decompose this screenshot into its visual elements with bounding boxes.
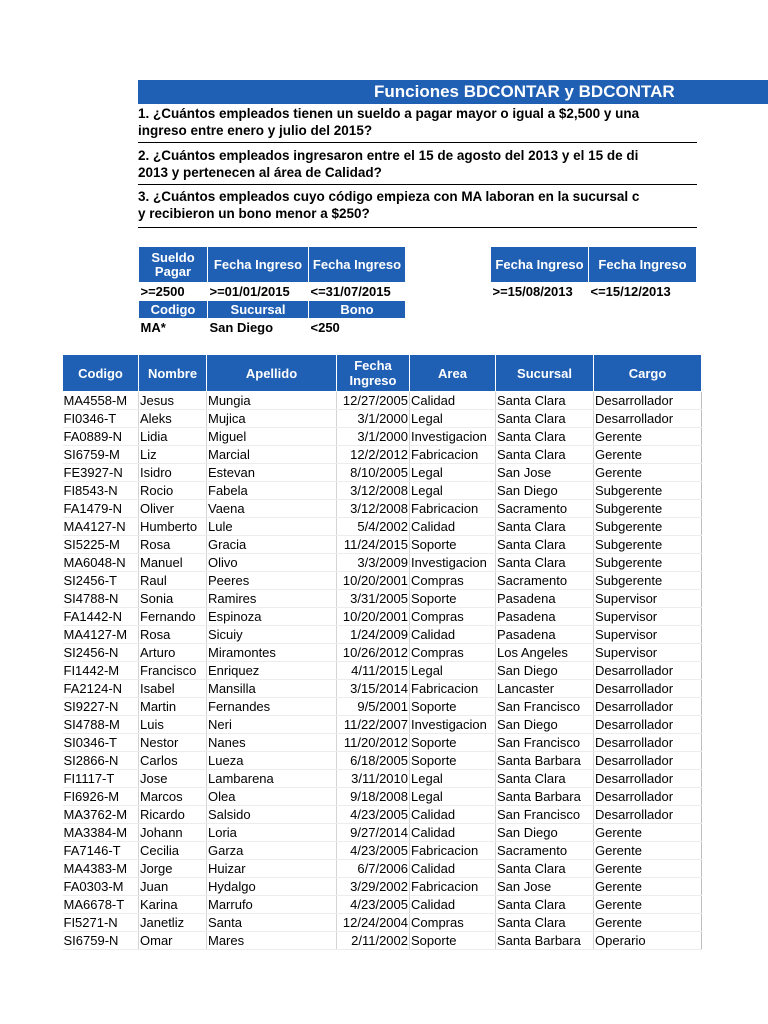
cell-apellido[interactable]: Marrufo (207, 896, 337, 914)
cell-fecha-ingreso[interactable]: 4/23/2005 (337, 842, 410, 860)
table-row (63, 590, 702, 608)
cell-sucursal[interactable]: San Diego (496, 716, 594, 734)
cell-codigo[interactable]: FI0346-T (63, 410, 139, 428)
table-row (63, 662, 702, 680)
cell-cargo[interactable]: Desarrollador (594, 662, 702, 680)
criteria-header-fecha-ingreso: Fecha Ingreso (491, 247, 589, 283)
cell-apellido[interactable]: Sicuiy (207, 626, 337, 644)
cell-cargo[interactable]: Desarrollador (594, 770, 702, 788)
table-row (63, 410, 702, 428)
cell-codigo[interactable]: FI1442-M (63, 662, 139, 680)
cell-codigo[interactable]: FA0303-M (63, 878, 139, 896)
cell-nombre[interactable]: Aleks (139, 410, 207, 428)
cell-area[interactable]: Investigacion (410, 554, 496, 572)
cell-fecha-ingreso[interactable]: 2/11/2002 (337, 932, 410, 950)
cell-cargo[interactable]: Desarrollador (594, 410, 702, 428)
question-2-line-1: 2. ¿Cuántos empleados ingresaron entre el 15 de agosto del 2013 y el 15 de di (138, 148, 639, 163)
cell-nombre[interactable]: Manuel (139, 554, 207, 572)
question-1-line-2: ingreso entre enero y julio del 2015? (138, 123, 373, 138)
cell-cargo[interactable]: Desarrollador (594, 716, 702, 734)
cell-nombre[interactable]: Arturo (139, 644, 207, 662)
table-row (63, 806, 702, 824)
cell-nombre[interactable]: Rocio (139, 482, 207, 500)
table-row (63, 770, 702, 788)
cell-cargo[interactable]: Desarrollador (594, 734, 702, 752)
cell-cargo[interactable]: Operario (594, 932, 702, 950)
cell-fecha-ingreso[interactable]: 3/12/2008 (337, 500, 410, 518)
cell-fecha-ingreso[interactable]: 3/1/2000 (337, 428, 410, 446)
cell-fecha-ingreso[interactable]: 3/3/2009 (337, 554, 410, 572)
column-header-cargo[interactable]: Cargo (594, 355, 702, 392)
criteria-cell[interactable]: <250 (310, 320, 340, 335)
column-header-codigo[interactable]: Codigo (63, 355, 139, 392)
table-row (63, 644, 702, 662)
cell-apellido[interactable]: Lueza (207, 752, 337, 770)
cell-fecha-ingreso[interactable]: 10/20/2001 (337, 608, 410, 626)
cell-nombre[interactable]: Karina (139, 896, 207, 914)
cell-sucursal[interactable]: Santa Clara (496, 518, 594, 536)
table-row (63, 572, 702, 590)
cell-area[interactable]: Calidad (410, 860, 496, 878)
table-row (63, 626, 702, 644)
column-header-area[interactable]: Area (410, 355, 496, 392)
table-row (63, 752, 702, 770)
cell-cargo[interactable]: Gerente (594, 446, 702, 464)
cell-codigo[interactable]: MA6048-N (63, 554, 139, 572)
table-row (63, 896, 702, 914)
cell-nombre[interactable]: Martin (139, 698, 207, 716)
cell-nombre[interactable]: Lidia (139, 428, 207, 446)
cell-codigo[interactable]: FA1442-N (63, 608, 139, 626)
table-header-row (63, 355, 702, 392)
cell-apellido[interactable]: Marcial (207, 446, 337, 464)
cell-sucursal[interactable]: Santa Clara (496, 392, 594, 410)
criteria-header-bono: Bono (309, 301, 406, 319)
cell-cargo[interactable]: Gerente (594, 842, 702, 860)
cell-apellido[interactable]: Fernandes (207, 698, 337, 716)
cell-codigo[interactable]: MA3384-M (63, 824, 139, 842)
cell-area[interactable]: Legal (410, 410, 496, 428)
criteria-table-1-3 (138, 246, 406, 336)
cell-nombre[interactable]: Raul (139, 572, 207, 590)
cell-apellido[interactable]: Mujica (207, 410, 337, 428)
cell-fecha-ingreso[interactable]: 12/2/2012 (337, 446, 410, 464)
cell-codigo[interactable]: SI4788-M (63, 716, 139, 734)
cell-apellido[interactable]: Santa (207, 914, 337, 932)
cell-fecha-ingreso[interactable]: 8/10/2005 (337, 464, 410, 482)
cell-codigo[interactable]: FA7146-T (63, 842, 139, 860)
cell-area[interactable]: Calidad (410, 626, 496, 644)
criteria-cell[interactable]: >=15/08/2013 (492, 284, 573, 299)
cell-cargo[interactable]: Desarrollador (594, 680, 702, 698)
table-row (63, 536, 702, 554)
cell-sucursal[interactable]: Santa Clara (496, 896, 594, 914)
cell-fecha-ingreso[interactable]: 9/5/2001 (337, 698, 410, 716)
criteria-cell[interactable]: >=2500 (140, 284, 185, 299)
cell-cargo[interactable]: Gerente (594, 428, 702, 446)
cell-area[interactable]: Legal (410, 788, 496, 806)
table-row (63, 680, 702, 698)
cell-sucursal[interactable]: Sacramento (496, 842, 594, 860)
cell-apellido[interactable]: Loria (207, 824, 337, 842)
question-3-line-2: y recibieron un bono menor a $250? (138, 206, 370, 221)
cell-fecha-ingreso[interactable]: 4/11/2015 (337, 662, 410, 680)
cell-nombre[interactable]: Janetliz (139, 914, 207, 932)
cell-apellido[interactable]: Espinoza (207, 608, 337, 626)
criteria-cell[interactable]: <=15/12/2013 (590, 284, 671, 299)
cell-cargo[interactable]: Desarrollador (594, 392, 702, 410)
cell-area[interactable]: Fabricacion (410, 500, 496, 518)
cell-cargo[interactable]: Subgerente (594, 500, 702, 518)
cell-area[interactable]: Legal (410, 482, 496, 500)
cell-nombre[interactable]: Isidro (139, 464, 207, 482)
cell-area[interactable]: Calidad (410, 806, 496, 824)
cell-sucursal[interactable]: Sacramento (496, 500, 594, 518)
cell-apellido[interactable]: Mansilla (207, 680, 337, 698)
cell-fecha-ingreso[interactable]: 3/15/2014 (337, 680, 410, 698)
table-row (63, 464, 702, 482)
cell-codigo[interactable]: FI6926-M (63, 788, 139, 806)
cell-apellido[interactable]: Ramires (207, 590, 337, 608)
cell-cargo[interactable]: Gerente (594, 464, 702, 482)
column-header-sucursal[interactable]: Sucursal (496, 355, 594, 392)
cell-sucursal[interactable]: Pasadena (496, 608, 594, 626)
cell-sucursal[interactable]: Santa Clara (496, 860, 594, 878)
table-row (63, 788, 702, 806)
cell-codigo[interactable]: FA0889-N (63, 428, 139, 446)
cell-apellido[interactable]: Huizar (207, 860, 337, 878)
table-row (63, 392, 702, 410)
cell-area[interactable]: Compras (410, 914, 496, 932)
cell-nombre[interactable]: Liz (139, 446, 207, 464)
cell-codigo[interactable]: SI2866-N (63, 752, 139, 770)
cell-apellido[interactable]: Peeres (207, 572, 337, 590)
cell-nombre[interactable]: Isabel (139, 680, 207, 698)
cell-fecha-ingreso[interactable]: 3/29/2002 (337, 878, 410, 896)
cell-codigo[interactable]: FA2124-N (63, 680, 139, 698)
cell-nombre[interactable]: Juan (139, 878, 207, 896)
cell-area[interactable]: Calidad (410, 392, 496, 410)
cell-apellido[interactable]: Lambarena (207, 770, 337, 788)
table-body (63, 392, 702, 950)
cell-sucursal[interactable]: Santa Clara (496, 428, 594, 446)
cell-apellido[interactable]: Olivo (207, 554, 337, 572)
cell-nombre[interactable]: Carlos (139, 752, 207, 770)
cell-nombre[interactable]: Omar (139, 932, 207, 950)
cell-fecha-ingreso[interactable]: 3/12/2008 (337, 482, 410, 500)
table-row (63, 860, 702, 878)
cell-sucursal[interactable]: Santa Barbara (496, 752, 594, 770)
cell-cargo[interactable]: Gerente (594, 824, 702, 842)
cell-cargo[interactable]: Desarrollador (594, 698, 702, 716)
cell-nombre[interactable]: Cecilia (139, 842, 207, 860)
cell-fecha-ingreso[interactable]: 6/18/2005 (337, 752, 410, 770)
cell-fecha-ingreso[interactable]: 6/7/2006 (337, 860, 410, 878)
table-row (63, 482, 702, 500)
cell-sucursal[interactable]: Santa Clara (496, 914, 594, 932)
criteria-header-codigo: Codigo (139, 301, 208, 319)
cell-cargo[interactable]: Gerente (594, 878, 702, 896)
cell-nombre[interactable]: Jorge (139, 860, 207, 878)
cell-nombre[interactable]: Ricardo (139, 806, 207, 824)
question-3 (138, 188, 697, 228)
cell-fecha-ingreso[interactable]: 3/1/2000 (337, 410, 410, 428)
cell-fecha-ingreso[interactable]: 4/23/2005 (337, 896, 410, 914)
cell-apellido[interactable]: Mungia (207, 392, 337, 410)
cell-area[interactable]: Soporte (410, 698, 496, 716)
sheet-title-banner (138, 80, 768, 104)
cell-sucursal[interactable]: San Diego (496, 824, 594, 842)
cell-apellido[interactable]: Gracia (207, 536, 337, 554)
question-2-line-2: 2013 y pertenecen al área de Calidad? (138, 165, 382, 180)
question-3-line-1: 3. ¿Cuántos empleados cuyo código empieza con MA laboran en la sucursal c (138, 189, 640, 204)
cell-codigo[interactable]: SI2456-N (63, 644, 139, 662)
cell-codigo[interactable]: SI6759-N (63, 932, 139, 950)
cell-sucursal[interactable]: Los Angeles (496, 644, 594, 662)
cell-nombre[interactable]: Fernando (139, 608, 207, 626)
cell-apellido[interactable]: Olea (207, 788, 337, 806)
cell-apellido[interactable]: Estevan (207, 464, 337, 482)
question-1-line-1: 1. ¿Cuántos empleados tienen un sueldo a pagar mayor o igual a $2,500 y una (138, 106, 640, 121)
cell-cargo[interactable]: Gerente (594, 860, 702, 878)
cell-sucursal[interactable]: San Francisco (496, 698, 594, 716)
cell-codigo[interactable]: FE3927-N (63, 464, 139, 482)
cell-area[interactable]: Legal (410, 464, 496, 482)
cell-area[interactable]: Compras (410, 608, 496, 626)
cell-area[interactable]: Calidad (410, 896, 496, 914)
cell-codigo[interactable]: MA4383-M (63, 860, 139, 878)
cell-apellido[interactable]: Mares (207, 932, 337, 950)
cell-codigo[interactable]: MA6678-T (63, 896, 139, 914)
cell-apellido[interactable]: Garza (207, 842, 337, 860)
cell-cargo[interactable]: Supervisor (594, 644, 702, 662)
cell-codigo[interactable]: SI6759-M (63, 446, 139, 464)
table-row (63, 716, 702, 734)
cell-apellido[interactable]: Salsido (207, 806, 337, 824)
criteria-header-sucursal: Sucursal (208, 301, 309, 319)
cell-apellido[interactable]: Lule (207, 518, 337, 536)
cell-fecha-ingreso[interactable]: 9/27/2014 (337, 824, 410, 842)
cell-codigo[interactable]: MA3762-M (63, 806, 139, 824)
cell-sucursal[interactable]: San Diego (496, 482, 594, 500)
cell-area[interactable]: Fabricacion (410, 842, 496, 860)
cell-cargo[interactable]: Subgerente (594, 482, 702, 500)
cell-fecha-ingreso[interactable]: 3/11/2010 (337, 770, 410, 788)
question-2 (138, 147, 697, 185)
cell-fecha-ingreso[interactable]: 11/20/2012 (337, 734, 410, 752)
cell-apellido[interactable]: Miguel (207, 428, 337, 446)
cell-fecha-ingreso[interactable]: 1/24/2009 (337, 626, 410, 644)
cell-apellido[interactable]: Miramontes (207, 644, 337, 662)
cell-cargo[interactable]: Subgerente (594, 554, 702, 572)
cell-codigo[interactable]: FI8543-N (63, 482, 139, 500)
cell-sucursal[interactable]: Santa Clara (496, 536, 594, 554)
cell-fecha-ingreso[interactable]: 11/24/2015 (337, 536, 410, 554)
table-row (63, 608, 702, 626)
cell-cargo[interactable]: Supervisor (594, 590, 702, 608)
cell-nombre[interactable]: Marcos (139, 788, 207, 806)
cell-cargo[interactable]: Desarrollador (594, 752, 702, 770)
cell-sucursal[interactable]: San Diego (496, 662, 594, 680)
employee-table (62, 354, 702, 950)
cell-codigo[interactable]: SI2456-T (63, 572, 139, 590)
cell-area[interactable]: Soporte (410, 932, 496, 950)
table-row (63, 554, 702, 572)
cell-area[interactable]: Legal (410, 770, 496, 788)
table-row (63, 698, 702, 716)
cell-cargo[interactable]: Supervisor (594, 608, 702, 626)
cell-sucursal[interactable]: San Jose (496, 878, 594, 896)
table-row (63, 734, 702, 752)
cell-fecha-ingreso[interactable]: 12/24/2004 (337, 914, 410, 932)
cell-sucursal[interactable]: San Francisco (496, 806, 594, 824)
table-row (63, 914, 702, 932)
cell-sucursal[interactable]: Sacramento (496, 572, 594, 590)
cell-area[interactable]: Compras (410, 644, 496, 662)
cell-area[interactable]: Fabricacion (410, 446, 496, 464)
question-1 (138, 105, 697, 143)
cell-area[interactable]: Calidad (410, 518, 496, 536)
cell-area[interactable]: Fabricacion (410, 680, 496, 698)
table-row (63, 878, 702, 896)
table-row (63, 824, 702, 842)
criteria-table-2 (490, 246, 697, 300)
cell-cargo[interactable]: Supervisor (594, 626, 702, 644)
cell-sucursal[interactable]: Pasadena (496, 590, 594, 608)
cell-fecha-ingreso[interactable]: 3/31/2005 (337, 590, 410, 608)
cell-cargo[interactable]: Subgerente (594, 572, 702, 590)
cell-area[interactable]: Investigacion (410, 716, 496, 734)
cell-nombre[interactable]: Jose (139, 770, 207, 788)
cell-area[interactable]: Calidad (410, 824, 496, 842)
cell-sucursal[interactable]: Santa Clara (496, 446, 594, 464)
cell-fecha-ingreso[interactable]: 10/26/2012 (337, 644, 410, 662)
column-header-fecha-ingreso[interactable]: Fecha Ingreso (337, 355, 410, 392)
table-row (63, 842, 702, 860)
cell-area[interactable]: Fabricacion (410, 878, 496, 896)
cell-nombre[interactable]: Sonia (139, 590, 207, 608)
cell-cargo[interactable]: Desarrollador (594, 806, 702, 824)
column-header-apellido[interactable]: Apellido (207, 355, 337, 392)
cell-sucursal[interactable]: Santa Barbara (496, 932, 594, 950)
cell-sucursal[interactable]: Pasadena (496, 626, 594, 644)
cell-codigo[interactable]: MA4127-M (63, 626, 139, 644)
cell-sucursal[interactable]: Santa Clara (496, 410, 594, 428)
criteria-header-fecha-ingreso: Fecha Ingreso (309, 247, 406, 283)
cell-nombre[interactable]: Nestor (139, 734, 207, 752)
cell-codigo[interactable]: MA4127-N (63, 518, 139, 536)
cell-sucursal[interactable]: San Jose (496, 464, 594, 482)
cell-area[interactable]: Soporte (410, 590, 496, 608)
cell-codigo[interactable]: SI5225-M (63, 536, 139, 554)
cell-apellido[interactable]: Neri (207, 716, 337, 734)
cell-fecha-ingreso[interactable]: 4/23/2005 (337, 806, 410, 824)
cell-fecha-ingreso[interactable]: 11/22/2007 (337, 716, 410, 734)
table-row (63, 446, 702, 464)
cell-fecha-ingreso[interactable]: 5/4/2002 (337, 518, 410, 536)
criteria-cell[interactable]: <=31/07/2015 (310, 284, 391, 299)
cell-apellido[interactable]: Fabela (207, 482, 337, 500)
cell-codigo[interactable]: SI9227-N (63, 698, 139, 716)
cell-fecha-ingreso[interactable]: 10/20/2001 (337, 572, 410, 590)
cell-codigo[interactable]: FI5271-N (63, 914, 139, 932)
cell-nombre[interactable]: Jesus (139, 392, 207, 410)
table-row (63, 428, 702, 446)
cell-sucursal[interactable]: Santa Barbara (496, 788, 594, 806)
cell-fecha-ingreso[interactable]: 12/27/2005 (337, 392, 410, 410)
criteria-header-fecha-ingreso: Fecha Ingreso (208, 247, 309, 283)
cell-nombre[interactable]: Oliver (139, 500, 207, 518)
cell-cargo[interactable]: Subgerente (594, 518, 702, 536)
cell-apellido[interactable]: Hydalgo (207, 878, 337, 896)
cell-nombre[interactable]: Johann (139, 824, 207, 842)
cell-apellido[interactable]: Enriquez (207, 662, 337, 680)
cell-apellido[interactable]: Vaena (207, 500, 337, 518)
cell-sucursal[interactable]: Santa Clara (496, 770, 594, 788)
cell-fecha-ingreso[interactable]: 9/18/2008 (337, 788, 410, 806)
cell-cargo[interactable]: Desarrollador (594, 788, 702, 806)
cell-area[interactable]: Compras (410, 572, 496, 590)
cell-nombre[interactable]: Humberto (139, 518, 207, 536)
sheet-title: Funciones BDCONTAR y BDCONTAR (374, 82, 675, 101)
table-row (63, 500, 702, 518)
cell-area[interactable]: Soporte (410, 536, 496, 554)
cell-cargo[interactable]: Subgerente (594, 536, 702, 554)
cell-sucursal[interactable]: San Francisco (496, 734, 594, 752)
criteria-cell[interactable]: San Diego (209, 320, 274, 335)
cell-area[interactable]: Soporte (410, 734, 496, 752)
table-row (63, 518, 702, 536)
cell-codigo[interactable]: FI1117-T (63, 770, 139, 788)
cell-codigo[interactable]: MA4558-M (63, 392, 139, 410)
cell-area[interactable]: Legal (410, 662, 496, 680)
table-row (63, 932, 702, 950)
cell-nombre[interactable]: Luis (139, 716, 207, 734)
cell-nombre[interactable]: Rosa (139, 626, 207, 644)
column-header-nombre[interactable]: Nombre (139, 355, 207, 392)
cell-apellido[interactable]: Nanes (207, 734, 337, 752)
cell-nombre[interactable]: Francisco (139, 662, 207, 680)
criteria-header-sueldo: Sueldo Pagar (139, 247, 208, 283)
criteria-cell[interactable]: >=01/01/2015 (209, 284, 290, 299)
cell-sucursal[interactable]: Santa Clara (496, 554, 594, 572)
cell-nombre[interactable]: Rosa (139, 536, 207, 554)
cell-codigo[interactable]: SI4788-N (63, 590, 139, 608)
cell-area[interactable]: Investigacion (410, 428, 496, 446)
criteria-header-fecha-ingreso: Fecha Ingreso (589, 247, 697, 283)
cell-codigo[interactable]: FA1479-N (63, 500, 139, 518)
cell-cargo[interactable]: Gerente (594, 896, 702, 914)
criteria-cell[interactable]: MA* (140, 320, 166, 335)
cell-sucursal[interactable]: Lancaster (496, 680, 594, 698)
cell-codigo[interactable]: SI0346-T (63, 734, 139, 752)
cell-cargo[interactable]: Gerente (594, 914, 702, 932)
cell-area[interactable]: Soporte (410, 752, 496, 770)
